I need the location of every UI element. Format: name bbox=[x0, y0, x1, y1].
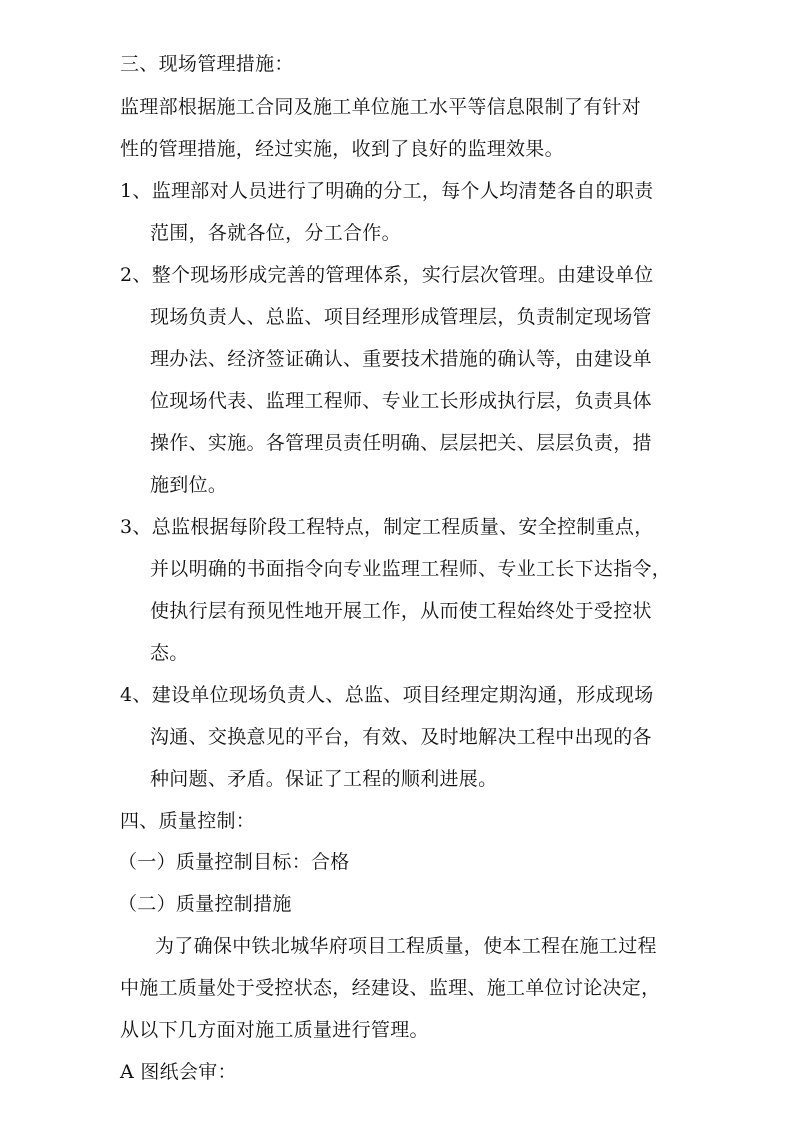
section-4-para-line-2: 中施工质量处于受控状态，经建设、监理、施工单位讨论决定， bbox=[120, 977, 661, 999]
section-4-sub-2: （二）质量控制措施 bbox=[118, 893, 292, 915]
item-3-line-3: 使执行层有预见性地开展工作，从而使工程始终处于受控状 bbox=[150, 600, 652, 622]
item-3-line-4: 态。 bbox=[150, 642, 189, 664]
item-2-line-3: 理办法、经济签证确认、重要技术措施的确认等，由建设单 bbox=[150, 348, 652, 370]
item-1-line-1: 监理部对人员进行了明确的分工，每个人均清楚各自的职责 bbox=[151, 180, 654, 202]
item-2-number: 2、 bbox=[120, 264, 152, 286]
item-2-line-2: 现场负责人、总监、项目经理形成管理层，负责制定现场管 bbox=[150, 306, 652, 328]
section-4-heading: 四、质量控制： bbox=[120, 810, 256, 832]
section-3-intro-line-2: 性的管理措施，经过实施，收到了良好的监理效果。 bbox=[120, 138, 564, 160]
item-2-line-5: 操作、实施。各管理员责任明确、层层把关、层层负责，措 bbox=[150, 432, 652, 454]
section-3-intro-line-1: 监理部根据施工合同及施工单位施工水平等信息限制了有针对 bbox=[120, 96, 642, 118]
item-2 bbox=[0, 263, 794, 287]
item-2-line-6: 施到位。 bbox=[150, 474, 228, 496]
item-3-line-1: 总监根据每阶段工程特点，制定工程质量、安全控制重点， bbox=[151, 516, 654, 538]
item-4-line-2: 沟通、交换意见的平台，有效、及时地解决工程中出现的各 bbox=[150, 726, 652, 748]
item-1-number: 1、 bbox=[120, 180, 152, 202]
section-4-sub-a: A 图纸会审： bbox=[120, 1061, 237, 1083]
item-1 bbox=[0, 179, 794, 203]
section-4-para-line-1: 为了确保中铁北城华府项目工程质量，使本工程在施工过程 bbox=[155, 935, 657, 957]
item-3-number: 3、 bbox=[120, 516, 152, 538]
item-2-line-1: 整个现场形成完善的管理体系，实行层次管理。由建设单位 bbox=[151, 264, 654, 286]
item-2-line-4: 位现场代表、监理工程师、专业工长形成执行层，负责具体 bbox=[150, 390, 652, 412]
item-3 bbox=[0, 515, 794, 539]
section-4-sub-1: （一）质量控制目标：合格 bbox=[118, 851, 350, 873]
item-4 bbox=[0, 683, 794, 707]
item-4-line-1: 建设单位现场负责人、总监、项目经理定期沟通，形成现场 bbox=[151, 684, 654, 706]
item-3-line-2: 并以明确的书面指令向专业监理工程师、专业工长下达指令， bbox=[150, 558, 672, 580]
item-4-line-3: 种问题、矛盾。保证了工程的顺利进展。 bbox=[150, 768, 498, 790]
section-3-heading: 三、现场管理措施： bbox=[120, 53, 294, 75]
item-4-number: 4、 bbox=[120, 684, 152, 706]
item-1-line-2: 范围，各就各位，分工合作。 bbox=[150, 222, 401, 244]
section-4-para-line-3: 从以下几方面对施工质量进行管理。 bbox=[120, 1019, 429, 1041]
